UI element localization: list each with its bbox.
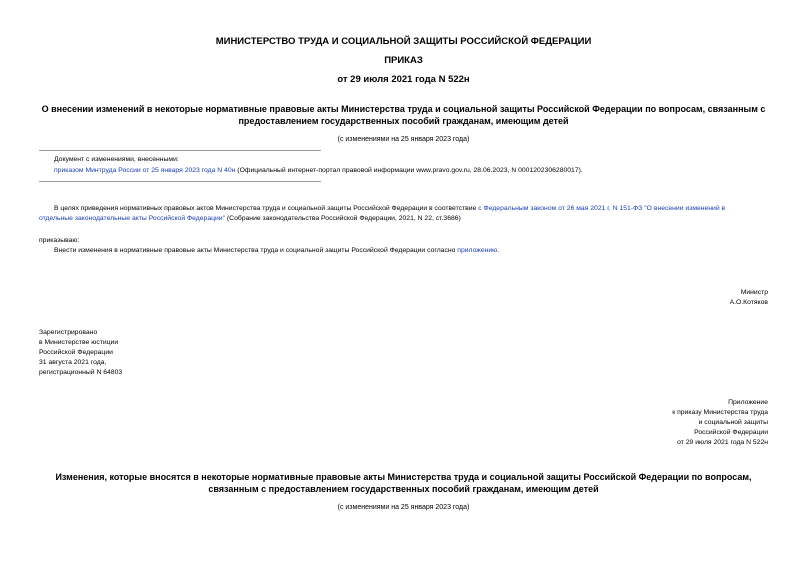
appendix-title-line-2: связанным с предоставлением государственных пособий гражданам, имеющим детей xyxy=(208,484,599,494)
registration-block xyxy=(39,328,239,378)
amendments-intro: Документ с изменениями, внесенными: xyxy=(54,156,179,163)
order-text: Внести изменения в нормативные правовые акты Министерства труда и социальной защиты Российской Федерации согласно xyxy=(54,247,458,254)
appendix-ref-line: к приказу Министерства труда xyxy=(672,409,768,416)
registration-line: в Министерстве юстиции xyxy=(39,339,119,346)
appendix-ref-line: и социальной защиты xyxy=(698,419,768,426)
appendix-title-line-1: Изменения, которые вносятся в некоторые нормативные правовые акты Министерства труда и социальной защиты Российской Федерации по вопросам, xyxy=(55,472,752,482)
ministry-heading: МИНИСТЕРСТВО ТРУДА И СОЦИАЛЬНОЙ ЗАЩИТЫ РОССИЙСКОЙ ФЕДЕРАЦИИ xyxy=(215,36,592,47)
preamble-text-2: (Собрание законодательства Российской Федерации, 2021, N 22, ст.3686) xyxy=(225,215,461,222)
divider-bottom xyxy=(39,181,321,182)
doc-title-line-1: О внесении изменений в некоторые нормативные правовые акты Министерства труда и социальной защиты Российской Федерации по вопросам, связанным с xyxy=(41,104,766,114)
doc-title-line-2: предоставлением государственных пособий гражданам, имеющим детей xyxy=(238,116,569,126)
doc-type: ПРИКАЗ xyxy=(384,55,423,66)
signature-name: А.О.Котяков xyxy=(729,299,768,306)
appendix-ref-line: Российской Федерации xyxy=(694,429,768,436)
preamble-text-1: В целях приведения нормативных правовых актов Министерства труда и социальной защиты Российской Федерации в соответствие xyxy=(54,205,479,212)
registration-line: Российской Федерации xyxy=(39,349,113,356)
doc-date-number: от 29 июля 2021 года N 522н xyxy=(337,74,470,85)
amendments-line xyxy=(54,166,794,176)
appendix-reference-block xyxy=(500,398,768,448)
preamble-line-2 xyxy=(39,214,779,224)
signature-position: Министр xyxy=(740,289,768,296)
amendment-source: (Официальный интернет-портал правовой информации www.pravo.gov.ru, 28.06.2023, N 0001202306280017). xyxy=(235,167,583,174)
federal-law-link[interactable]: с Федеральным законом от 26 мая 2021 г. N 151-ФЗ "О внесении изменений в xyxy=(478,205,726,212)
appendix-changes-note: (с изменениями на 25 января 2023 года) xyxy=(337,504,470,511)
appendix-link[interactable]: приложению xyxy=(457,247,498,254)
order-word: приказываю: xyxy=(39,237,80,244)
appendix-ref-line: от 29 июля 2021 года N 522н xyxy=(677,439,768,446)
order-end: . xyxy=(497,247,500,254)
preamble-line-1 xyxy=(54,204,774,214)
registration-line: регистрационный N 64803 xyxy=(39,369,123,376)
amendment-order-link[interactable]: приказом Минтруда России от 25 января 2023 года N 40н xyxy=(54,167,236,174)
changes-note: (с изменениями на 25 января 2023 года) xyxy=(337,136,470,143)
federal-law-link-cont[interactable]: отдельные законодательные акты Российской Федерации" xyxy=(39,215,226,222)
registration-line: 31 августа 2021 года, xyxy=(39,359,107,366)
order-line xyxy=(54,246,774,256)
divider-top xyxy=(39,150,321,151)
registration-line: Зарегистрировано xyxy=(39,329,98,336)
appendix-ref-line: Приложение xyxy=(728,399,768,406)
